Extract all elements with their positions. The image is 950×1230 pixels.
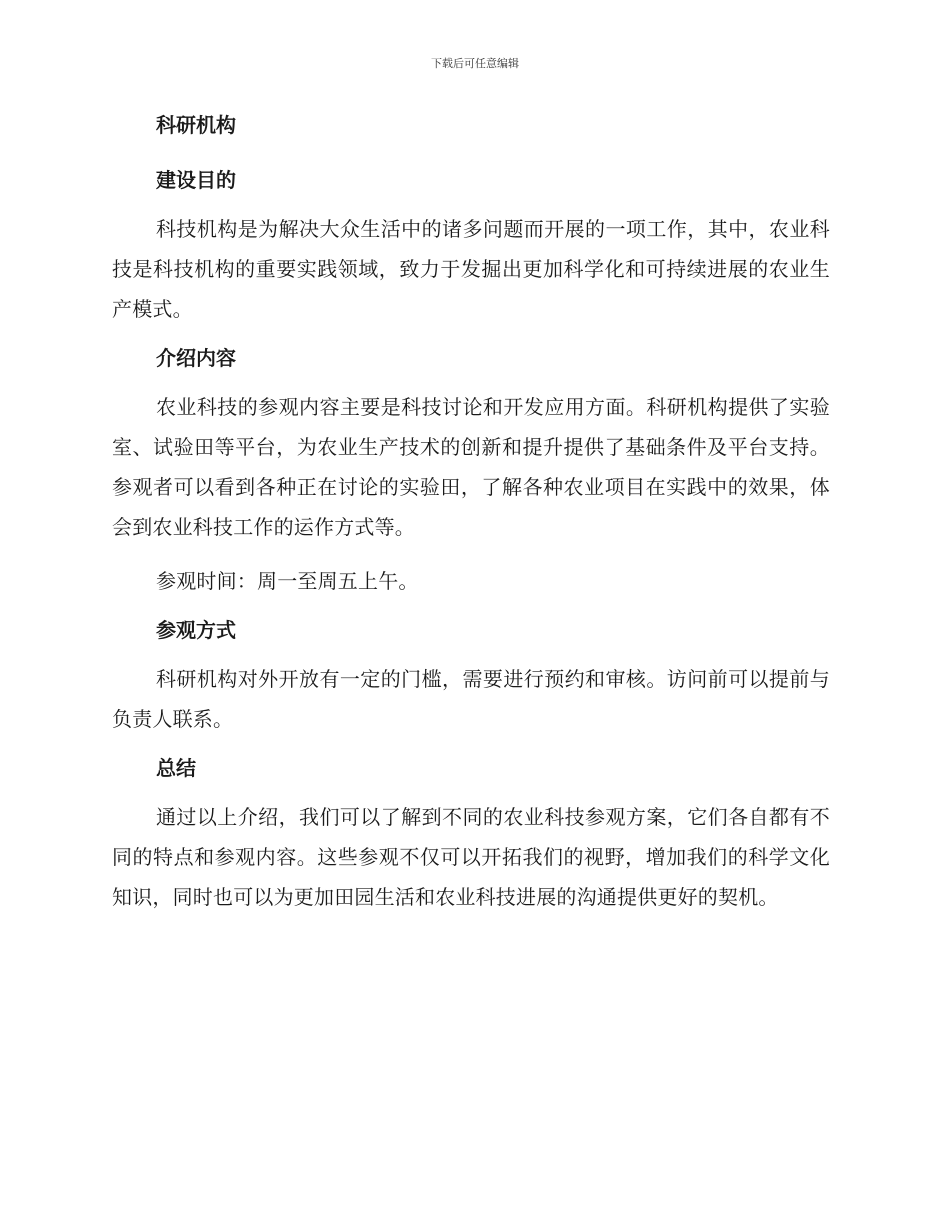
section-heading-intro: 介绍内容 (156, 346, 236, 370)
section-heading-purpose: 建设目的 (156, 168, 236, 192)
section-paragraph-purpose: 科技机构是为解决大众生活中的诸多问题而开展的一项工作，其中，农业科技是科技机构的重要实践领域，致力于发掘出更加科学化和可持续进展的农业生产模式。 (112, 217, 830, 321)
header-note: 下载后可任意编辑 (431, 57, 519, 70)
section-heading-summary: 总结 (156, 756, 196, 780)
document-body (112, 110, 830, 917)
section-paragraph-visit-time: 参观时间：周一至周五上午。 (156, 569, 419, 593)
document-title: 科研机构 (156, 113, 236, 137)
section-paragraph-summary: 通过以上介绍，我们可以了解到不同的农业科技参观方案，它们各自都有不同的特点和参观内容。这些参观不仅可以开拓我们的视野，增加我们的科学文化知识，同时也可以为更加田园生活和农业科技进展的沟通提供更好的契机。 (112, 805, 830, 909)
section-heading-visit-method: 参观方式 (156, 618, 236, 642)
section-paragraph-visit-method: 科研机构对外开放有一定的门槛，需要进行预约和审核。访问前可以提前与负责人联系。 (112, 667, 830, 731)
section-paragraph-intro: 农业科技的参观内容主要是科技讨论和开发应用方面。科研机构提供了实验室、试验田等平台，为农业生产技术的创新和提升提供了基础条件及平台支持。参观者可以看到各种正在讨论的实验田，了解各种农业项目在实践中的效果，体会到农业科技工作的运作方式等。 (112, 395, 830, 539)
